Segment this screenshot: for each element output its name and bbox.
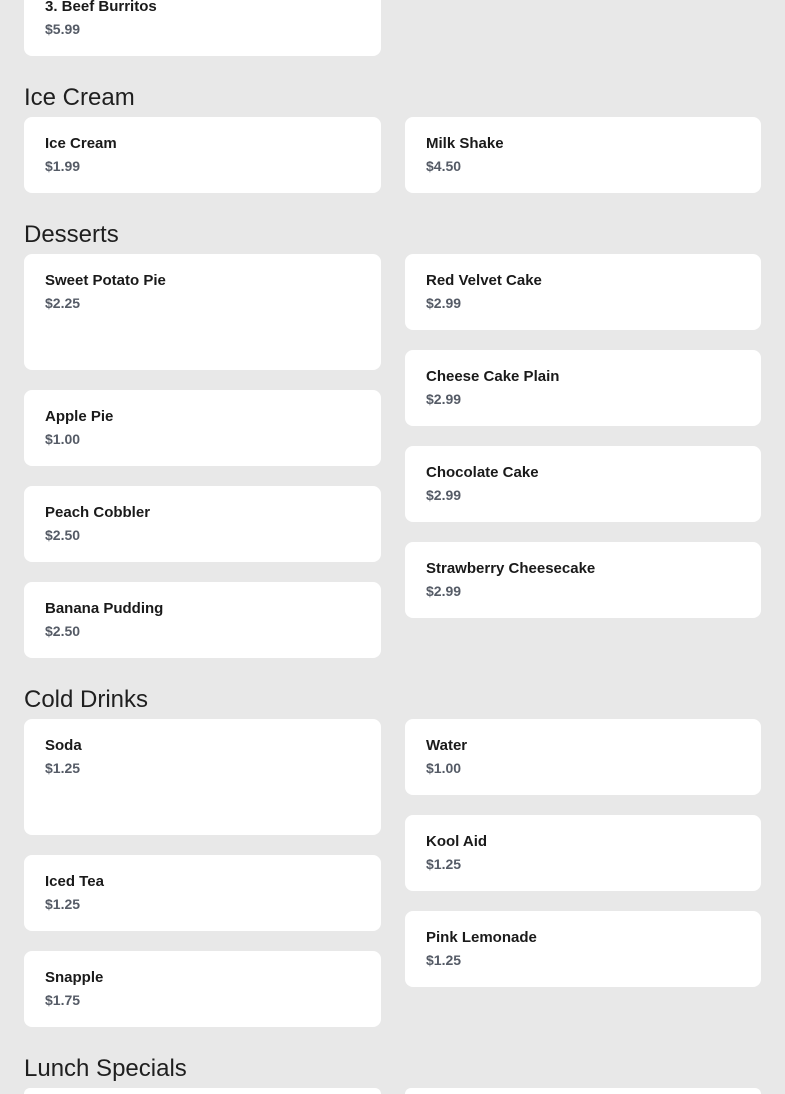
menu-item-price: $2.50: [45, 527, 81, 543]
menu-item-card[interactable]: [405, 542, 761, 618]
menu-item-card[interactable]: [24, 855, 381, 931]
menu-item-name: 3. Beef Burritos: [45, 0, 157, 15]
menu-item-price: $1.99: [45, 158, 81, 174]
menu-item-price: $2.25: [45, 295, 81, 311]
menu-item-name: Cheese Cake Plain: [426, 368, 560, 385]
menu-item-name: Banana Pudding: [45, 600, 164, 617]
menu-item-price: $1.00: [45, 431, 81, 447]
section-title-ice-cream: Ice Cream: [24, 84, 135, 111]
menu-item-card[interactable]: [405, 911, 761, 987]
menu-item-card[interactable]: [405, 815, 761, 891]
menu-item-name: Peach Cobbler: [45, 504, 151, 521]
menu-item-price: $5.99: [45, 21, 81, 37]
menu-item-price: $2.99: [426, 487, 462, 503]
menu-item-card[interactable]: [405, 446, 761, 522]
menu-item-name: Snapple: [45, 969, 104, 986]
menu-item-price: $2.99: [426, 295, 462, 311]
menu-item-card[interactable]: [405, 719, 761, 795]
menu-item-card[interactable]: [24, 486, 381, 562]
menu-item-price: $1.25: [426, 856, 462, 872]
menu-item-name: Red Velvet Cake: [426, 272, 542, 289]
menu-item-price: $4.50: [426, 158, 462, 174]
menu-item-card[interactable]: [24, 254, 381, 370]
menu-item-card[interactable]: [405, 254, 761, 330]
menu-item-price: $1.25: [45, 896, 81, 912]
menu-item-name: Iced Tea: [45, 873, 104, 890]
menu-item-card[interactable]: [24, 0, 381, 56]
menu-item-card[interactable]: [24, 117, 381, 193]
menu-item-card[interactable]: [405, 1088, 761, 1094]
menu-item-name: Chocolate Cake: [426, 464, 539, 481]
menu-item-price: $2.99: [426, 391, 462, 407]
section-title-cold-drinks: Cold Drinks: [24, 686, 149, 713]
menu-item-name: Pink Lemonade: [426, 929, 537, 946]
menu-item-card[interactable]: [24, 951, 381, 1027]
menu-item-price: $1.25: [45, 760, 81, 776]
menu-item-card[interactable]: [24, 719, 381, 835]
menu-item-card[interactable]: [24, 582, 381, 658]
menu-item-name: Kool Aid: [426, 833, 488, 850]
menu-item-price: $2.50: [45, 623, 81, 639]
section-title-desserts: Desserts: [24, 221, 119, 248]
menu-item-card[interactable]: [24, 1088, 381, 1094]
menu-item-name: Sweet Potato Pie: [45, 272, 166, 289]
menu-item-price: $1.25: [426, 952, 462, 968]
menu-item-card[interactable]: [24, 390, 381, 466]
menu-item-price: $1.75: [45, 992, 81, 1008]
menu-item-name: Milk Shake: [426, 135, 504, 152]
section-title-lunch-specials: Lunch Specials: [24, 1055, 187, 1082]
menu-item-name: Strawberry Cheesecake: [426, 560, 596, 577]
menu-item-name: Ice Cream: [45, 135, 117, 152]
menu-item-card[interactable]: [405, 350, 761, 426]
menu-item-name: Soda: [45, 737, 82, 754]
menu-item-name: Water: [426, 737, 468, 754]
menu-item-name: Apple Pie: [45, 408, 114, 425]
menu-item-price: $1.00: [426, 760, 462, 776]
menu-item-card[interactable]: [405, 117, 761, 193]
menu-item-price: $2.99: [426, 583, 462, 599]
